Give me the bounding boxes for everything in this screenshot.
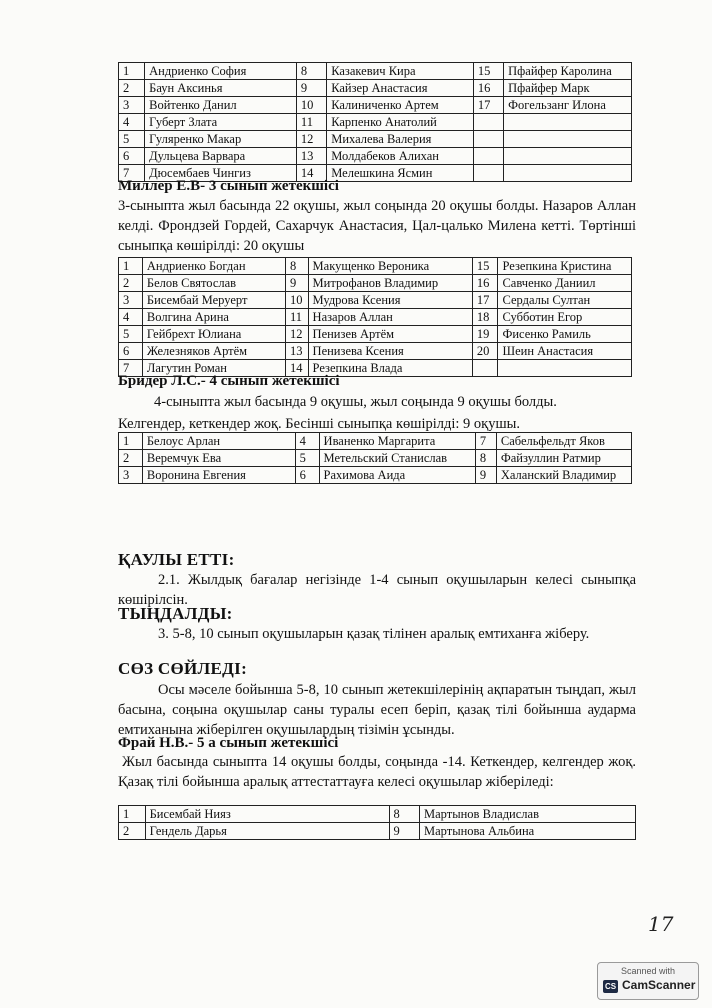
- row-number: 14: [296, 165, 326, 182]
- student-name: Мудрова Ксения: [308, 292, 472, 309]
- row-number: 16: [473, 80, 503, 97]
- student-name: Иваненко Маргарита: [319, 433, 475, 450]
- row-number: 6: [295, 467, 319, 484]
- row-number: 4: [119, 309, 143, 326]
- row-number: 11: [296, 114, 326, 131]
- student-name: Баун Аксинья: [145, 80, 297, 97]
- student-name: [498, 360, 632, 377]
- row-number: [472, 360, 498, 377]
- resolved-heading: ҚАУЛЫ ЕТТІ:: [118, 550, 235, 569]
- row-number: [473, 131, 503, 148]
- row-number: 7: [119, 360, 143, 377]
- student-name: Пфайфер Каролина: [504, 63, 632, 80]
- table-row: [119, 309, 632, 326]
- row-number: 2: [119, 450, 143, 467]
- table-row: [119, 148, 632, 165]
- row-number: [473, 148, 503, 165]
- section-4-heading: Бридер Л.С.- 4 сынып жетекшісі: [118, 373, 340, 389]
- student-name: Веремчук Ева: [142, 450, 295, 467]
- spoke-text: Осы мәселе бойынша 5-8, 10 сынып жетекшілерінің ақпаратын тыңдап, жыл басына, соңына оқушылар саны туралы есеп беріп, қазақ тілі бойынша аударма емтиханына жіберілген оқушылардың тізімін ұсынды.: [118, 682, 636, 738]
- student-name: [504, 165, 632, 182]
- row-number: 8: [285, 258, 308, 275]
- row-number: 20: [472, 343, 498, 360]
- table-row: [119, 292, 632, 309]
- student-name: Гендель Дарья: [145, 823, 389, 840]
- row-number: 5: [295, 450, 319, 467]
- row-number: 6: [119, 343, 143, 360]
- student-name: Митрофанов Владимир: [308, 275, 472, 292]
- table-row: [119, 806, 636, 823]
- student-name: Макущенко Вероника: [308, 258, 472, 275]
- student-name: Пенизева Ксения: [308, 343, 472, 360]
- student-name: Железняков Артём: [142, 343, 285, 360]
- student-name: Резепкина Кристина: [498, 258, 632, 275]
- row-number: 4: [119, 114, 145, 131]
- row-number: 11: [285, 309, 308, 326]
- student-name: Пенизев Артём: [308, 326, 472, 343]
- row-number: 3: [119, 467, 143, 484]
- heard-text: 3. 5-8, 10 сынып оқушыларын қазақ тілінен аралық емтиханға жіберу.: [158, 626, 590, 642]
- student-name: Белоус Арлан: [142, 433, 295, 450]
- row-number: 6: [119, 148, 145, 165]
- row-number: 12: [296, 131, 326, 148]
- student-name: Бисембай Меруерт: [142, 292, 285, 309]
- section-4-text-2: Келгендер, кеткендер жоқ. Бесінші сыныпқа көшірілді: 9 оқушы.: [118, 416, 521, 432]
- table-row: [119, 433, 632, 450]
- row-number: 9: [389, 823, 419, 840]
- row-number: 9: [475, 467, 496, 484]
- row-number: 15: [473, 63, 503, 80]
- camscanner-logo-icon: CS: [604, 982, 617, 991]
- student-name: Файзуллин Ратмир: [496, 450, 631, 467]
- table-row: [119, 131, 632, 148]
- class-4-roster-table: [118, 432, 632, 484]
- row-number: 19: [472, 326, 498, 343]
- camscanner-name: CamScanner: [622, 978, 696, 992]
- table-row: [119, 63, 632, 80]
- row-number: 15: [472, 258, 498, 275]
- student-name: Андриенко Богдан: [142, 258, 285, 275]
- spoke-heading: СӨЗ СӨЙЛЕДІ:: [118, 659, 248, 678]
- table-row: [119, 823, 636, 840]
- row-number: 18: [472, 309, 498, 326]
- student-name: Сердалы Султан: [498, 292, 632, 309]
- student-name: Сабельфельдт Яков: [496, 433, 631, 450]
- student-name: Карпенко Анатолий: [327, 114, 474, 131]
- row-number: 12: [285, 326, 308, 343]
- row-number: 1: [119, 258, 143, 275]
- student-name: Назаров Аллан: [308, 309, 472, 326]
- section-4-text-1: 4-сыныпта жыл басында 9 оқушы, жыл соңында 9 оқушы болды.: [154, 394, 557, 410]
- student-name: Гуляренко Макар: [145, 131, 297, 148]
- section-3-text: 3-сыныпта жыл басында 22 оқушы, жыл соңында 20 оқушы болды. Назаров Аллан келді. Фрондзей Гордей, Сахарчук Анастасия, Цал-цалько Милена кетті. Төртінші сыныпқа көшірілді: 20 оқушы: [118, 198, 636, 254]
- student-name: Кайзер Анастасия: [327, 80, 474, 97]
- row-number: 1: [119, 433, 143, 450]
- student-name: Волгина Арина: [142, 309, 285, 326]
- student-name: Мартынов Владислав: [420, 806, 636, 823]
- student-name: Бисембай Нияз: [145, 806, 389, 823]
- row-number: 14: [285, 360, 308, 377]
- student-name: [504, 114, 632, 131]
- student-name: [504, 148, 632, 165]
- student-name: Калиниченко Артем: [327, 97, 474, 114]
- row-number: 9: [285, 275, 308, 292]
- table-row: [119, 450, 632, 467]
- row-number: 8: [389, 806, 419, 823]
- resolved-text: 2.1. Жылдық бағалар негізінде 1-4 сынып оқушыларын келесі сыныпқа көшірілсін.: [118, 572, 636, 608]
- row-number: 13: [285, 343, 308, 360]
- row-number: 4: [295, 433, 319, 450]
- student-name: Андриенко София: [145, 63, 297, 80]
- table-row: [119, 114, 632, 131]
- table-row: [119, 275, 632, 292]
- student-name: Шеин Анастасия: [498, 343, 632, 360]
- row-number: 17: [473, 97, 503, 114]
- student-name: Дюсембаев Чингиз: [145, 165, 297, 182]
- student-name: Метельский Станислав: [319, 450, 475, 467]
- row-number: 3: [119, 97, 145, 114]
- section-5-heading: Фрай Н.В.- 5 а сынып жетекшісі: [118, 735, 339, 751]
- camscanner-scanned-with: Scanned with: [620, 966, 676, 976]
- table-row: [119, 343, 632, 360]
- class-1-roster-table: [118, 62, 632, 182]
- student-name: Мартынова Альбина: [420, 823, 636, 840]
- student-name: Губерт Злата: [145, 114, 297, 131]
- row-number: [473, 114, 503, 131]
- student-name: Белов Святослав: [142, 275, 285, 292]
- row-number: 2: [119, 80, 145, 97]
- student-name: Михалева Валерия: [327, 131, 474, 148]
- student-name: Субботин Егор: [498, 309, 632, 326]
- student-name: Фисенко Рамиль: [498, 326, 632, 343]
- student-name: Казакевич Кира: [327, 63, 474, 80]
- row-number: 10: [296, 97, 326, 114]
- student-name: Лагутин Роман: [142, 360, 285, 377]
- row-number: 1: [119, 63, 145, 80]
- student-name: [504, 131, 632, 148]
- student-name: Мелешкина Ясмин: [327, 165, 474, 182]
- table-row: [119, 326, 632, 343]
- student-name: Дульцева Варвара: [145, 148, 297, 165]
- student-name: Войтенко Данил: [145, 97, 297, 114]
- student-name: Фогельзанг Илона: [504, 97, 632, 114]
- row-number: 1: [119, 806, 146, 823]
- table-row: [119, 467, 632, 484]
- class-5a-roster-table: [118, 805, 636, 840]
- table-row: [119, 258, 632, 275]
- row-number: 2: [119, 275, 143, 292]
- table-row: [119, 80, 632, 97]
- row-number: 7: [475, 433, 496, 450]
- section-3-heading: Миллер Е.В- 3 сынып жетекшісі: [118, 178, 339, 194]
- class-3-roster-table: [118, 257, 632, 377]
- row-number: 5: [119, 326, 143, 343]
- section-5-text: Жыл басында сыныпта 14 оқушы болды, соңында -14. Кеткендер, келгендер жоқ. Қазақ тілі бойынша аралық аттестаттауға келесі оқушылар жіберіледі:: [118, 754, 636, 790]
- row-number: 16: [472, 275, 498, 292]
- row-number: 5: [119, 131, 145, 148]
- table-row: [119, 97, 632, 114]
- row-number: 13: [296, 148, 326, 165]
- row-number: 17: [472, 292, 498, 309]
- row-number: [473, 165, 503, 182]
- student-name: Воронина Евгения: [142, 467, 295, 484]
- page-number: 17: [648, 912, 674, 936]
- row-number: 7: [119, 165, 145, 182]
- row-number: 8: [475, 450, 496, 467]
- row-number: 9: [296, 80, 326, 97]
- row-number: 10: [285, 292, 308, 309]
- student-name: Халанский Владимир: [496, 467, 631, 484]
- student-name: Молдабеков Алихан: [327, 148, 474, 165]
- student-name: Савченко Даниил: [498, 275, 632, 292]
- row-number: 8: [296, 63, 326, 80]
- heard-heading: ТЫҢДАЛДЫ:: [118, 604, 233, 623]
- student-name: Рахимова Аида: [319, 467, 475, 484]
- student-name: Пфайфер Марк: [504, 80, 632, 97]
- row-number: 3: [119, 292, 143, 309]
- camscanner-watermark: [597, 962, 699, 1000]
- row-number: 2: [119, 823, 146, 840]
- student-name: Резепкина Влада: [308, 360, 472, 377]
- student-name: Гейбрехт Юлиана: [142, 326, 285, 343]
